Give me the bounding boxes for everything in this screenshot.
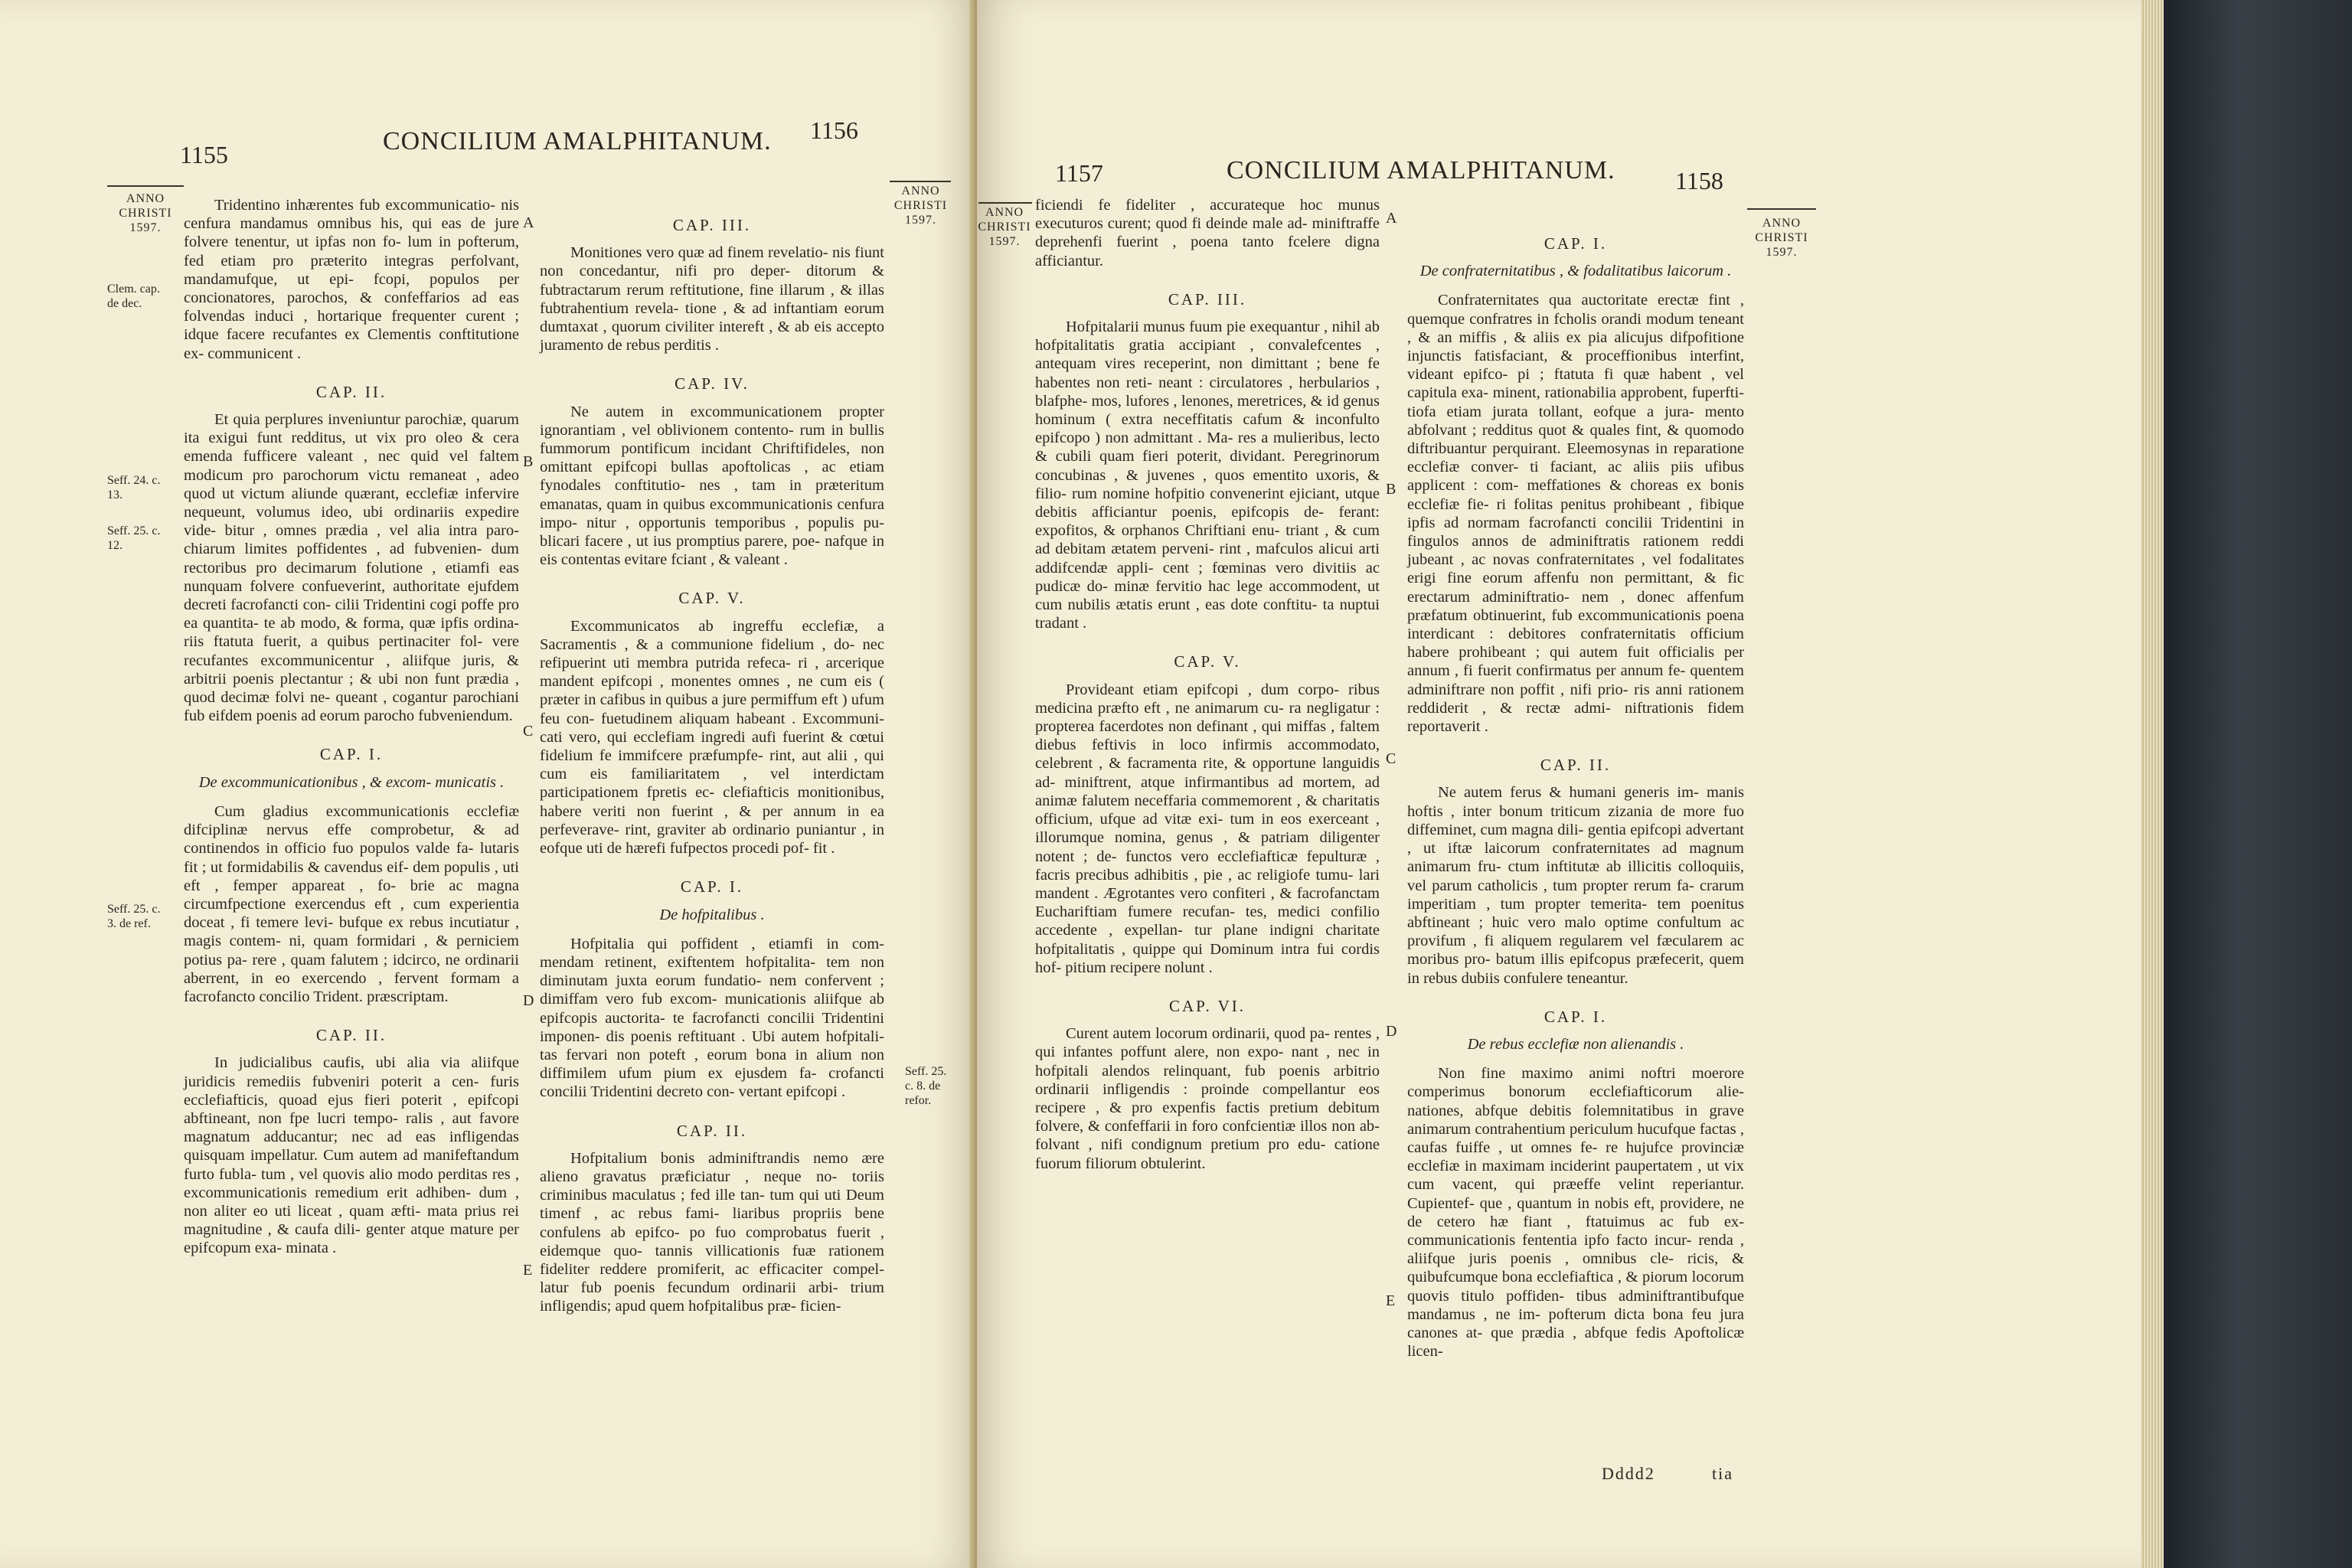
signature-mark: Dddd2 [1602,1464,1655,1483]
paragraph: Provideant etiam epifcopi , dum corpo- ribus medicina præfto eft , ne animarum cu- ra negligatur : propterea facerdotes non definant , qui miffas , faltem diebus feftivis in loco infirmis accommodato, celebrent , & facramenta rite, & opportune languidis ad- miniftrent, atque infirmantibus ad mortem, ad animæ falutem neceffaria commemorent , & charitatis officium, ufque ad vitæ exi- tum in eos exerceant , illorumque nomina, genus , & patriam diligenter notent ; de- functos vero ecclefiafticæ fepulturæ , facris precibus adhibitis , pie , ac religiofe tumu- lari mandent . Ægrotantes vero confiteri , & facrofanctam Euchariftiam fumere recufan- tes, medici confilio accedente , expellan- tur plane indigni charitate hofpitalitatis , quippe qui Dominum intra fui cordis hof- pitium recipere nolunt . [1035,681,1380,976]
anno-christi-right-2: ANNO CHRISTI 1597. [1755,217,1808,259]
section-letter: C [1386,750,1396,767]
anno-christi-right: ANNO CHRISTI 1597. [978,206,1031,248]
section-letter: D [1386,1023,1397,1040]
side-rule [890,181,951,182]
page-number-left-2: 1156 [810,116,858,144]
chapter-heading: CAP. I. [1544,234,1608,253]
paragraph: Hofpitalarii munus fuum pie exequantur , nihil ab hofpitalitatis gratia accipiant , convalefcentes , antequam vires receperint, non dimittant ; bene fe habentes non reti- neant : circulatores , herbularios , blafphe- mos, lufores , lenones, meretrices, & id genus hominum ( extra neceffitatis cafum & inconfulto epifcopo ) non admittant . Ma- res a mulieribus, lecto & cubili quam fieri poterit, dividant. Peregrinorum concubinas , & juvenes , quos ementito uxoris, & filio- rum nomine hofpitio convenerint ejiciant, utque debitis afficiantur poenis, epifcopis de- ferant: expofitos, & orphanos Chriftiani enu- triant , & cum ad debitam ætatem perveni- rint , mafculos alicui arti addifcendæ appli- cent ; fœminas vero divitiis ac pudicæ do- minæ fervitio hac lege accommodent, ut cum nubilis ætatis erunt , eas dote conftitu- ta nuptui tradant . [1035,318,1380,632]
page-number-right: 1157 [1055,159,1103,187]
chapter-heading: CAP. V. [678,589,746,608]
section-letter: A [1386,210,1397,227]
anno-christi-left-2: ANNO CHRISTI 1597. [893,185,948,227]
margin-note: Seff. 25. c. 12. [107,524,161,552]
text-column-right-2 [1407,214,1744,1361]
paragraph: Ne autem ferus & humani generis im- manis hoftis , inter bonum triticum zizania de more fuo diffeminet, cum magna dili- gentia epifcopi advertant , ut iftæ laicorum confraternitates ad magnum animarum fru- ctum inftitutæ ab illicitis colloquiis, vel parum catholicis , tum propter rerum fa- crarum imperitiam , tum propter temerita- tem poenitus abftineant ; huic vero malo optime confultum ac provifum , fi aliquem regularem vel fæcularem ac moribus pro- batum illis epifcopus præfecerit, quem in rebus dubiis confulere teneantur. [1407,784,1744,987]
section-letter: B [523,453,534,470]
chapter-heading: CAP. V. [1174,652,1241,671]
paragraph: Excommunicatos ab ingreffu ecclefiæ, a Sacramentis , & a communione fidelium , do- nec refipuerint uti membra putrida refeca- ri , arcerique mandent epifcopi , monentes omnes , ne cum eis ( præter in cafibus in quibus a jure permiffum eft ) ufum feu con- fuetudinem aliquam habeant . Excommuni- cati vero, qui ecclefiam ingredi aufi fuerint & cœtui fidelium fe immifcere præfumpfe- rint, aut alii , qui cum eis familiaritatem , vel interdictam participationem fpretis ec- clefiafticis monitionibus, habere veriti non fuerint , & per annum in ea perfeverave- rint, graviter ab ordinario puniantur , in eofque uti de hærefi fufpectos procedi pof- fit . [540,617,884,858]
side-rule [978,202,1032,204]
catchword: tia [1712,1464,1733,1483]
paragraph: Hofpitalia qui poffident , etiamfi in com- mendam retinent, exiftentem hofpitalita- tem non diminutam juxta eorum fundatio- nem confervent ; dimiffam vero fub excom- municationis aliifque ab epifcopis auctorita- te facrofancti concilii Tridentini imponen- dis poenis reftituant . Ubi autem hofpitali- tas fervari non poteft , eorum bona in alium non diffimilem ufum pium ex ejusdem fa- crofancti concilii Tridentini decreto con- vertant epifcopi . [540,935,884,1101]
anno-christi-left: ANNO CHRISTI 1597. [119,192,172,234]
chapter-subtitle: De hofpitalibus . [659,906,765,923]
section-letter: E [1386,1292,1396,1309]
chapter-heading: CAP. II. [676,1121,748,1140]
paragraph: Hofpitalium bonis adminiftrandis nemo ære alieno gravatus præficiatur , neque no- toriis criminibus maculatus ; fed ille tan- tum qui uti Deum timenf , ac rebus fami- liaribus propriis bene confulens ab epifco- po fuo comprobatus fuerit , eidemque quo- tannis villicationis fuæ rationem fideliter reddere promiferit, ac efficaciter compel- latur fub poenis fecundum ordinarii arbi- trium infligendis; apud quem hofpitalibus præ- ficien- [540,1149,884,1315]
chapter-heading: CAP. I. [680,877,744,897]
margin-note: Seff. 25. c. 8. de refor. [905,1065,947,1107]
running-title-right: CONCILIUM AMALPHITANUM. [1227,156,1615,185]
margin-note: Seff. 25. c. 3. de ref. [107,903,161,930]
chapter-heading: CAP. I. [319,745,384,764]
paragraph: Cum gladius excommunicationis ecclefiæ difciplinæ nervus effe comprobetur, & ad continendos in officio fuo populos valde fa- lutaris fit ; ut formidabilis & cavendus eif- dem populis , uti eft , femper appareat , fo- brie ac magna circumfpectione exercendus eft , cum experientia doceat , fi temere levi- bufque ex rebus incutiatur , magis contem- ni, quam formidari , & perniciem potius pa- rere , quam falutem ; idcirco, ne ordinarii aberrent, in eo exercendo , fervent formam a facrofancto concilio Trident. præscriptam. [184,802,519,1005]
paragraph: Confraternitates qua auctoritate erectæ fint , quemque confratres in fcholis orandi modum teneant , & an miffis , & aliis ex pia alicujus difpofitione injunctis fatisfaciant, & proceffionibus interfint, videant epifco- pi ; ftatuta fi quæ habent , vel capitula exa- minent, rationabilia approbent, fuperfti- tiofa etiam jurata tollant, eofque a jura- mento abfolvant ; redditus quot & quales fint, & quomodo diftribuantur perquirant. Eleemosynas in reparatione ecclefiæ conver- ti faciant, ac aliis piis ufibus applicent : com- meffationes & choreas ex bonis ecclefiæ fie- ri folitas penitus prohibeant , fibique ipfis ad normam facrofancti concilii Tridentini in fingulos annos de adminiftratis rationem reddi jubeant , ac novas confraternitates , vel fodalitates erigi fine eorum affenfu non permittant, & fic erectarum adminiftratio- nem , donec affenfum præfatum obtinuerint, fub excommunicationis poena interdicant : debitores confraternitatis officium habere prohibeant ; qui autem fuit officialis per annum , fi fuerit confirmatus per annum fe- quentem adminiftrare non poffit , nifi prio- ris anni rationem reddiderit , & rectæ admi- niftrationis fidem reportaverit . [1407,292,1744,736]
paragraph: ficiendi fe fideliter , accurateque hoc munus executuros curent; quod fi deinde male ad- miniftraffe deprehenfi fuerint , poena tanto fcelere digna afficiantur. [1035,197,1380,270]
side-rule [107,185,184,187]
chapter-subtitle: De rebus ecclefiæ non alienandis . [1467,1035,1684,1053]
right-page [977,0,2141,1568]
section-letter: E [523,1262,533,1279]
margin-note: Clem. cap. de dec. [107,283,160,310]
page-number-left: 1155 [180,141,228,168]
side-rule [1747,208,1816,210]
section-letter: A [523,214,534,231]
paragraph: Ne autem in excommunicationem propter ignorantiam , vel oblivionem contento- rum in bullis fummorum pontificum incidant Chriftifideles, non omittant epifcopi bullas apoftolicas , ac etiam fynodales conftitutio- nes , tam in præteritum emanatas, quam in quibus excommunicationis cenfura impo- nitur , opportunis temporibus , populis pu- blicari facere , ut ius promptius parere, poe- nafque in eis contentas evitare fciant , & valeant . [540,403,884,569]
section-letter: C [523,723,534,740]
margin-note: Seff. 24. c. 13. [107,474,161,501]
chapter-heading: CAP. II. [315,382,387,401]
chapter-heading: CAP. III. [672,216,752,234]
paragraph: Monitiones vero quæ ad finem revelatio- nis fiunt non concedantur, nifi pro deper- ditorum & fubtractarum rerum reftitutione, fine illarum , & illas fubtrahentium revela- tione , & ad inftantiam eorum dumtaxat , quorum civiliter intereft , & ab eis accepto juramento de rebus perditis . [540,244,884,354]
paragraph: Et quia perplures inveniuntur parochiæ, quarum ita exigui funt redditus, ut vix pro oleo & cera emenda fufficere valeant , nec quid vel faltem modicum pro parochorum victu remaneat , adeo quod ut victum aliunde quærant, ecclefiæ infervire nequeunt, volumus ideo, ubi ordinariis expedire vide- bitur , omnes prædia , vel alia intra paro- chiarum limites poffidentes , ad fubvenien- dum rectoribus pro decimarum folutione , etiamfi eas nunquam folvere confueverint, authoritate ejufdem decreti facrofancti con- cilii Tridentini cogi poffe pro ea quantita- te ab modo, & forma, quæ ipfis ordina- riis ftatuta fuerit, a quibus pertinaciter fol- vere recufantes excommunicentur , aliifque juris, & arbitrii poenis plectantur ; & ubi non funt prædia , quod decimæ folvi ne- queant , cogantur parochiani fub eifdem poenis ad eorum parocho fubveniendum. [184,411,519,725]
chapter-heading: CAP. VI. [1168,996,1246,1015]
chapter-heading: CAP. II. [315,1026,387,1045]
chapter-heading: CAP. I. [1544,1007,1608,1026]
text-column-right-1 [1035,196,1380,1173]
text-column-left-1 [184,196,519,1258]
left-page [0,0,977,1568]
paragraph: Non fine maximo animi noftri moerore comperimus bonorum ecclefiafticorum alie- nationes, abfque debitis folemnitatibus in grave animarum contrahentium periculum hucufque factas , caufas fuiffe , ut omnes fe- re hujufce provinciæ ecclefiæ in maximam inciderint paupertatem , ut vix cum vacent, qui præeffe velint reperiantur. Cupientef- que , quantum in nobis eft, providere, ne de cetero hæ fiant , ftatuimus ac fub ex- communicationis fententia ipfo facto incur- renda , aliifque juris poenis , omnibus cle- ricis, & quibufcumque bona ecclefiaftica , & piorum locorum quovis titulo poffiden- tibus adminiftrantibufque mandamus , ne im- pofterum dicta bona feu jura canones at- que prædia , abfque fedis Apoftolicæ licen- [1407,1065,1744,1361]
paragraph: Tridentino inhærentes fub excommunicatio- nis cenfura mandamus omnibus his, qui eas de jure folvere tenentur, ut ipfas non fo- lum in pofterum, fed etiam pro præterito integras perfolvant, mandamufque, ut epi- fcopi, populos per concionatores, parochos, & confeffarios ad eas folvendas induci , hortarique frequenter curent ; idque facere recufantes ex Clementis conftitutione ex- communicent . [184,197,519,362]
paragraph: Curent autem locorum ordinarii, quod pa- rentes , qui infantes poffunt alere, non expo- nant , nec in hofpitali alendos relinquant, fub poenis arbitrio ordinarii infligendis : proinde compellantur eos recipere , & pro expenfis factis pretium debitum folvere, & confeffarii in foro confcientiæ illos non ab- folvant , nifi condignum pretium pro edu- catione fuorum filiorum obtulerint. [1035,1025,1380,1172]
chapter-heading: CAP. III. [1168,289,1247,309]
chapter-subtitle: De confraternitatibus , & fodalitatibus laicorum . [1419,263,1732,280]
paragraph: In judicialibus caufis, ubi alia via aliifque juridicis remediis fubveniri poterit a cen- furis ecclefiafticis, quoad ejus fieri poterit , epifcopi abftineant, non fpe lucri tempo- ralis , aut favore magnatum adducantur; nec ad eas infligendas quisquam impellatur. Cum autem ad manifeftandum furto fubla- tum , vel quovis alio modo perditas res , excommunicationis remedium erit adhiben- dum , non aliter eo uti liceat , quam æfti- mata prius rei magnitudine , & caufa dili- genter atque mature per epifcopum exa- minata . [184,1054,519,1257]
book-cover [2164,0,2352,1568]
page-edges [2141,0,2164,1568]
chapter-subtitle: De excommunicationibus , & excom- municatis . [198,773,505,791]
section-letter: B [1386,481,1396,498]
text-column-left-2 [540,196,884,1316]
page-number-right-2: 1158 [1675,167,1723,194]
chapter-heading: CAP. IV. [675,374,750,394]
running-title-left: CONCILIUM AMALPHITANUM. [383,127,772,155]
section-letter: D [523,992,534,1009]
chapter-heading: CAP. II. [1540,756,1612,775]
